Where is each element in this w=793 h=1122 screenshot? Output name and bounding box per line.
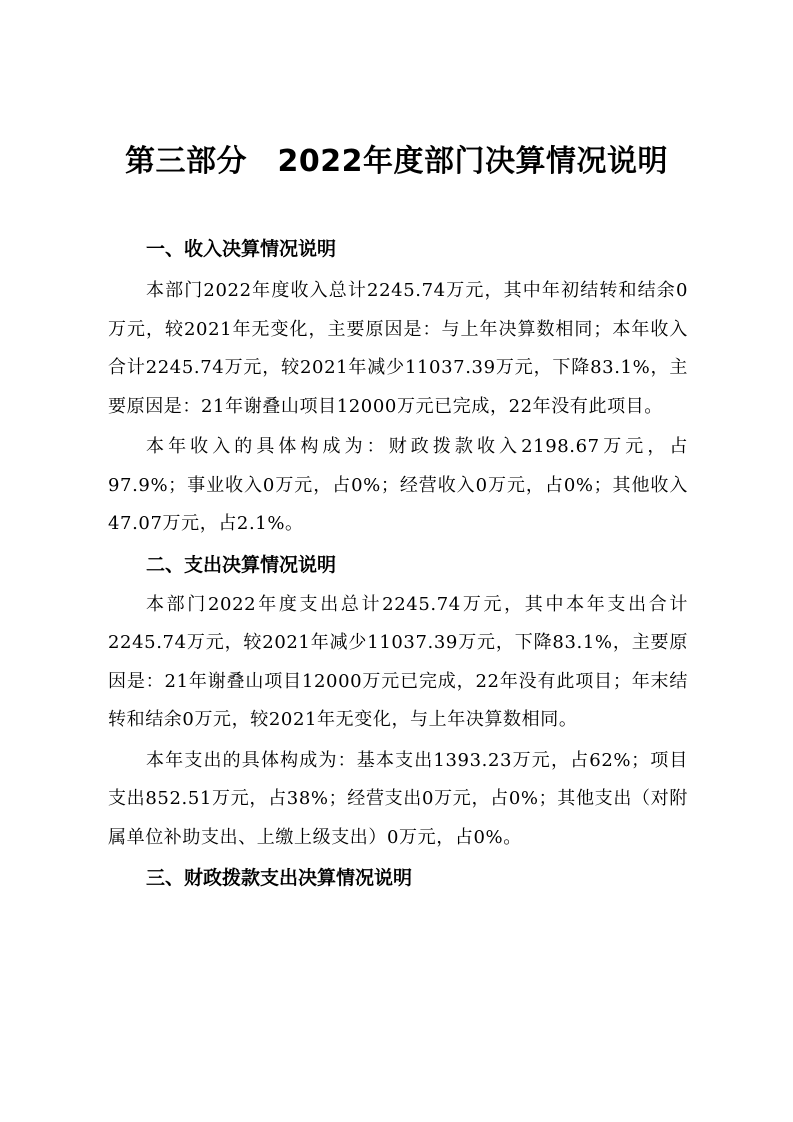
section-heading-expenditure: 二、支出决算情况说明 [146,553,337,576]
expenditure-summary-paragraph: 本部门2022年度支出总计2245.74万元，其中本年支出合计2245.74万元，较2021年减少11037.39万元，下降83.1%，主要原因是：21年谢叠山项目12000万元已完成，22年没有此项目；年末结转和结余0万元，较2021年无变化，与上年决算数相同。 [108,593,688,730]
document-body [108,230,688,897]
expenditure-composition-paragraph: 本年支出的具体构成为：基本支出1393.23万元，占62%；项目支出852.51万元，占38%；经营支出0万元，占0%；其他支出（对附属单位补助支出、上缴上级支出）0万元，占0%。 [108,749,688,848]
section-heading-income: 一、收入决算情况说明 [146,238,337,260]
income-composition-paragraph: 本年收入的具体构成为：财政拨款收入2198.67万元，占97.9%；事业收入0万元，占0%；经营收入0万元，占0%；其他收入47.07万元，占2.1%。 [108,436,688,534]
income-summary-paragraph: 本部门2022年度收入总计2245.74万元，其中年初结转和结余0万元，较2021年无变化，主要原因是：与上年决算数相同；本年收入合计2245.74万元，较2021年减少11037.39万元，下降83.1%，主要原因是：21年谢叠山项目12000万元已完成，22年没有此项目。 [108,280,688,417]
section-heading-fiscal-appropriation: 三、财政拨款支出决算情况说明 [146,867,413,889]
page-title: 第三部分 2022年度部门决算情况说明 [125,144,668,179]
